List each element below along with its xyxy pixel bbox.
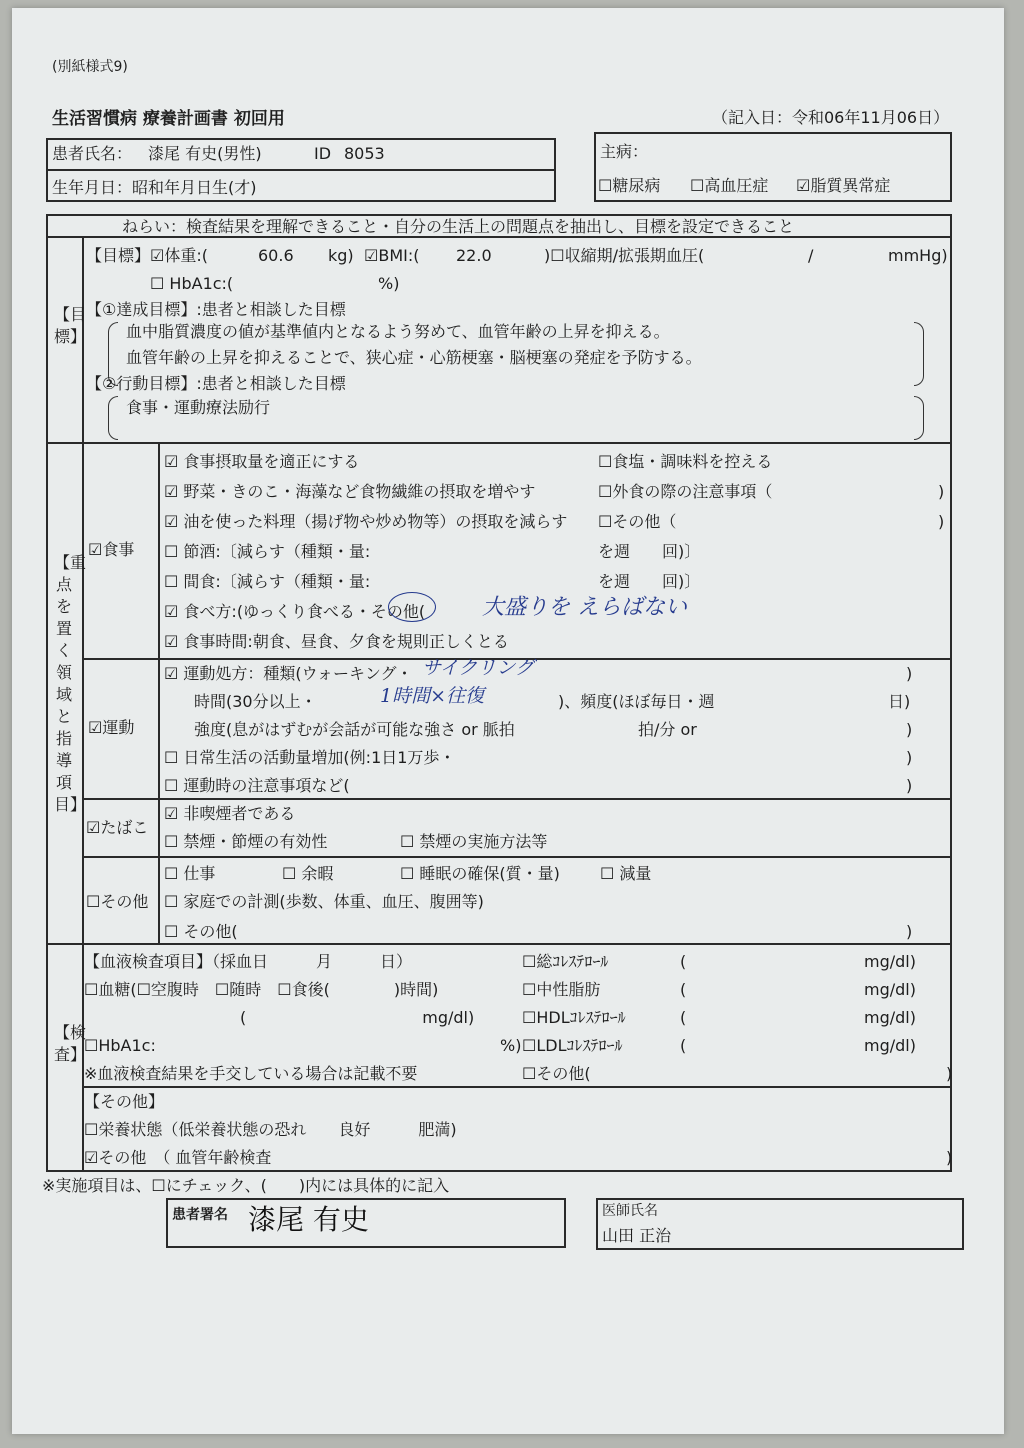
bp-separator: /: [808, 246, 814, 265]
patient-id-label: ID: [314, 144, 332, 163]
circle-mark: [388, 592, 436, 622]
other-item-weight: ☐ 減量: [600, 864, 652, 883]
divider: [46, 442, 952, 444]
close-paren: ): [906, 776, 913, 795]
exercise-item-5: ☐ 運動時の注意事項など(: [164, 776, 350, 795]
disease-hypertension: ☐高血圧症: [690, 176, 769, 195]
tobacco-label: ☑たばこ: [86, 818, 149, 837]
birth-value: 昭和年月日生(才): [132, 178, 257, 197]
close-paren: ): [906, 720, 913, 739]
hba1c-check: ☐ HbA1c:(: [150, 274, 234, 293]
exam-right-other: ☐その他(: [522, 1064, 591, 1083]
aim-text: ねらい：検査結果を理解できること・自分の生活上の問題点を抽出し、目標を設定できること: [122, 217, 795, 236]
exam-note: ※血液検査結果を手交している場合は記載不要: [84, 1064, 418, 1083]
exam-triglyceride: ☐中性脂肪: [522, 980, 601, 999]
other-item-other: ☐ その他(: [164, 922, 238, 941]
close-paren: ): [906, 664, 913, 683]
open-paren: (: [680, 1036, 687, 1055]
birth-label: 生年月日：: [52, 178, 133, 197]
diet-freq-1: を週 回)〕: [598, 542, 701, 561]
open-paren: (: [680, 952, 687, 971]
open-paren: (: [680, 980, 687, 999]
diet-item-1: ☑ 食事摂取量を適正にする: [164, 452, 360, 471]
other-item-home: ☐ 家庭での計測(歩数、体重、血圧、腹囲等): [164, 892, 484, 911]
exercise-hand-1: サイクリング: [422, 657, 534, 679]
bracket: [914, 396, 924, 440]
exam-unit: mg/dl): [864, 980, 916, 999]
close-paren: ): [938, 482, 945, 501]
doctor-label: 医師氏名: [602, 1203, 658, 1219]
diet-right-1: ☐食塩・調味料を控える: [598, 452, 773, 471]
exam-unit: mg/dl): [864, 1036, 916, 1055]
blood-sugar-value: ( mg/dl): [240, 1008, 475, 1027]
other-item-work: ☐ 仕事: [164, 864, 216, 883]
bracket: [914, 322, 924, 386]
disease-diabetes: ☐糖尿病: [598, 176, 661, 195]
diet-item-2: ☑ 野菜・きのこ・海藻など食物繊維の摂取を増やす: [164, 482, 536, 501]
exam-nutrition: ☐栄養状態（低栄養状態の恐れ 良好 肥満): [84, 1120, 457, 1139]
form-title: 生活習慣病 療養計画書 初回用: [52, 109, 285, 129]
action-label: 【②行動目標】:患者と相談した目標: [86, 374, 346, 393]
exercise-item-4: ☐ 日常生活の活動量増加(例:1日1万歩・: [164, 748, 456, 767]
close-paren: ): [946, 1148, 953, 1167]
patient-sign-label: 患者署名: [172, 1207, 228, 1223]
patient-name: 漆尾 有史(男性): [148, 144, 262, 163]
tobacco-item-1: ☑ 非喫煙者である: [164, 804, 296, 823]
hba1c-unit: %): [378, 274, 400, 293]
divider: [158, 442, 160, 943]
other-item-leisure: ☐ 余暇: [282, 864, 334, 883]
exercise-item-1: ☑ 運動処方：種類(ウォーキング・: [164, 664, 413, 683]
tobacco-item-3: ☐ 禁煙の実施方法等: [400, 832, 548, 851]
doctor-name: 山田 正治: [602, 1226, 672, 1245]
exercise-item-3b: 拍/分 or: [638, 720, 697, 739]
form-number: (別紙様式9): [52, 59, 128, 75]
exam-other-label: 【その他】: [84, 1092, 165, 1111]
footer-instruction: ※実施項目は、☐にチェック、( )内には具体的に記入: [42, 1176, 450, 1195]
exercise-item-2c: 日): [888, 692, 911, 711]
exam-other-item: ☑その他 （ 血管年齢検査: [84, 1148, 272, 1167]
diet-item-5: ☐ 間食:〔減らす（種類・量:: [164, 572, 371, 591]
diet-item-4: ☐ 節酒:〔減らす（種類・量:: [164, 542, 371, 561]
diet-item-7: ☑ 食事時間:朝食、昼食、夕食を規則正しくとる: [164, 632, 509, 651]
exercise-item-3: 強度(息がはずむが会話が可能な強さ or 脈拍: [194, 720, 515, 739]
tobacco-item-2: ☐ 禁煙・節煙の有効性: [164, 832, 328, 851]
other-item-sleep: ☐ 睡眠の確保(質・量): [400, 864, 560, 883]
close-paren: ): [906, 922, 913, 941]
patient-name-label: 患者氏名：: [52, 144, 133, 163]
diet-item-6: ☑ 食べ方:(ゆっくり食べる・その他(: [164, 602, 426, 621]
blood-sugar: ☐血糖(☐空腹時 ☐随時 ☐食後( )時間): [84, 980, 439, 999]
focus-section-label: 【重点を置く領域と指導項目】: [54, 553, 87, 814]
bracket: [108, 396, 118, 440]
weight-value: 60.6: [258, 246, 294, 265]
diet-right-2: ☐外食の際の注意事項（: [598, 482, 773, 501]
disease-label: 主病：: [600, 142, 649, 161]
diet-handwritten: 大盛りを えらばない: [482, 595, 687, 620]
disease-dyslipidemia: ☑脂質異常症: [796, 176, 891, 195]
diet-right-3: ☐その他（: [598, 512, 677, 531]
targets-label: 【目標】: [86, 246, 151, 265]
bp-check: )☐収縮期/拡張期血圧(: [544, 246, 705, 265]
diet-label: ☑食事: [88, 540, 135, 559]
close-paren: ): [938, 512, 945, 531]
exam-section-label: 【検査】: [54, 1023, 87, 1064]
patient-id: 8053: [344, 144, 385, 163]
exam-hba1c: ☐HbA1c:: [84, 1036, 156, 1055]
other-label: ☐その他: [86, 892, 149, 911]
exercise-item-2: 時間(30分以上・: [194, 692, 317, 711]
goals-section-label: 【目標】: [54, 305, 87, 346]
form-sheet: [12, 8, 1004, 1434]
divider: [82, 798, 952, 800]
divider: [82, 856, 952, 858]
diet-item-3: ☑ 油を使った料理（揚げ物や炒め物等）の摂取を減らす: [164, 512, 568, 531]
bmi-value: 22.0: [456, 246, 492, 265]
exam-unit: mg/dl): [864, 1008, 916, 1027]
exercise-label: ☑運動: [88, 718, 135, 737]
divider: [82, 1086, 952, 1088]
patient-signature: 漆尾 有史: [248, 1203, 369, 1236]
action-line1: 食事・運動療法励行: [126, 398, 271, 417]
divider: [46, 169, 556, 171]
exercise-hand-2: 1時間×往復: [380, 685, 485, 707]
divider: [46, 943, 952, 945]
exam-hba1c-unit: %): [500, 1036, 522, 1055]
bmi-check: ☑BMI:(: [364, 246, 420, 265]
record-date: （記入日：令和06年11月06日）: [712, 108, 950, 127]
bp-unit: mmHg): [888, 246, 948, 265]
exam-hdl: ☐HDLｺﾚｽﾃﾛｰﾙ: [522, 1008, 626, 1027]
weight-check: ☑体重:(: [150, 246, 208, 265]
exam-ldl: ☐LDLｺﾚｽﾃﾛｰﾙ: [522, 1036, 623, 1055]
exercise-item-2b: )、頻度(ほぼ毎日・週: [558, 692, 715, 711]
achieve-line1: 血中脂質濃度の値が基準値内となるよう努めて、血管年齢の上昇を抑える。: [126, 322, 670, 341]
diet-freq-2: を週 回)〕: [598, 572, 701, 591]
exam-cholesterol: ☐総ｺﾚｽﾃﾛｰﾙ: [522, 952, 609, 971]
exam-unit: mg/dl): [864, 952, 916, 971]
open-paren: (: [680, 1008, 687, 1027]
weight-unit: kg): [328, 246, 354, 265]
achieve-line2: 血管年齢の上昇を抑えることで、狭心症・心筋梗塞・脳梗塞の発症を予防する。: [126, 348, 702, 367]
close-paren: ): [906, 748, 913, 767]
blood-label: 【血液検査項目】（採血日 月 日）: [84, 952, 413, 971]
close-paren: ): [946, 1064, 953, 1083]
achieve-label: 【①達成目標】:患者と相談した目標: [86, 300, 346, 319]
